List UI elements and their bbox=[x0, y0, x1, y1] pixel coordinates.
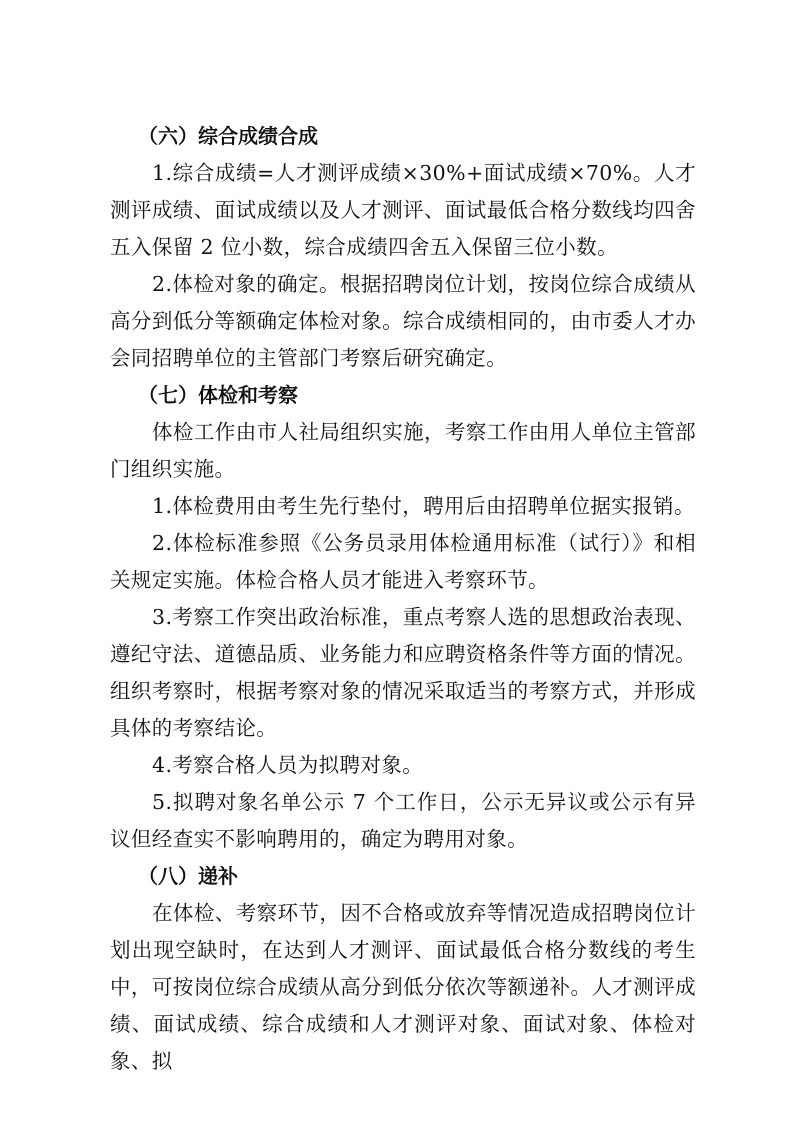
section-heading-comprehensive-score: （六）综合成绩合成 bbox=[138, 124, 318, 148]
section-heading-physical-exam-and-inspection: （七）体检和考察 bbox=[138, 383, 298, 407]
paragraph: 在体检、考察环节，因不合格或放弃等情况造成招聘岗位计划出现空缺时，在达到人才测评、面试最低合格分数线的考生中，可按岗位综合成绩从高分到低分依次等额递补。人才测评成绩、面试成绩、综合成绩和人才测评对象、面试对象、体检对象、拟 bbox=[110, 901, 696, 1073]
paragraph: 2.体检对象的确定。根据招聘岗位计划，按岗位综合成绩从高分到低分等额确定体检对象。综合成绩相同的，由市委人才办会同招聘单位的主管部门考察后研究确定。 bbox=[110, 272, 696, 370]
paragraph: 体检工作由市人社局组织实施，考察工作由用人单位主管部门组织实施。 bbox=[110, 420, 696, 481]
paragraph: 4.考察合格人员为拟聘对象。 bbox=[152, 753, 424, 777]
paragraph: 1.体检费用由考生先行垫付，聘用后由招聘单位据实报销。 bbox=[152, 494, 695, 518]
section-heading-replacement: （八）递补 bbox=[138, 864, 238, 888]
paragraph: 1.综合成绩=人才测评成绩×30%+面试成绩×70%。人才测评成绩、面试成绩以及人才测评、面试最低合格分数线均四舍五入保留 2 位小数，综合成绩四舍五入保留三位小数。 bbox=[110, 161, 696, 259]
paragraph: 5.拟聘对象名单公示 7 个工作日，公示无异议或公示有异议但经查实不影响聘用的，确定为聘用对象。 bbox=[110, 790, 696, 851]
paragraph: 3.考察工作突出政治标准，重点考察人选的思想政治表现、遵纪守法、道德品质、业务能力和应聘资格条件等方面的情况。组织考察时，根据考察对象的情况采取适当的考察方式，并形成具体的考察结论。 bbox=[110, 605, 696, 740]
document-page bbox=[110, 118, 696, 1080]
paragraph: 2.体检标准参照《公务员录用体检通用标准（试行）》和相关规定实施。体检合格人员才能进入考察环节。 bbox=[110, 531, 696, 592]
